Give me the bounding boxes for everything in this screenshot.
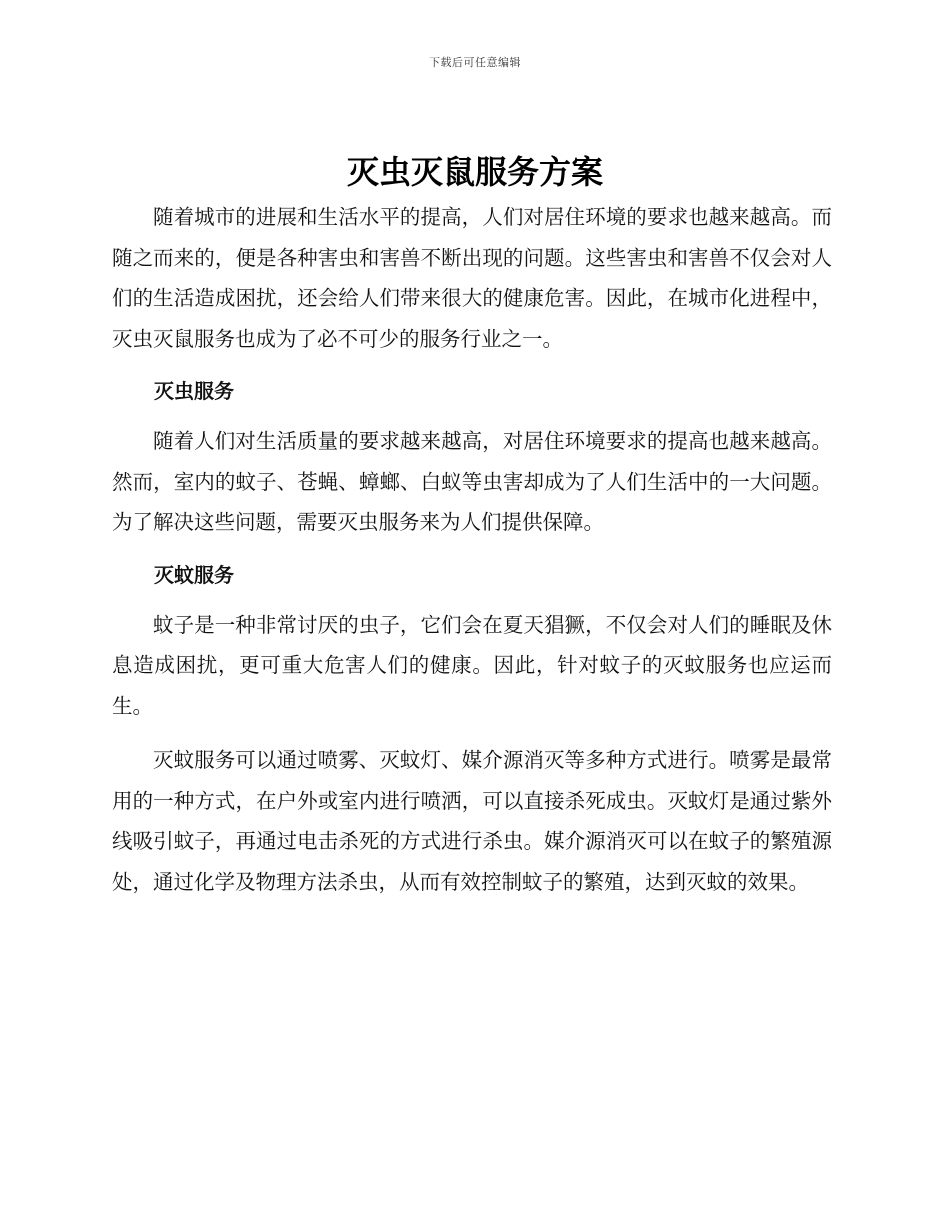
header-note: 下载后可任意编辑 <box>429 56 521 69</box>
document-title: 灭虫灭鼠服务方案 <box>346 153 603 191</box>
intro-paragraph: 随着城市的进展和生活水平的提高，人们对居住环境的要求也越来越高。而随之而来的，便是各种害虫和害兽不断出现的问题。这些害虫和害兽不仅会对人们的生活造成困扰，还会给人们带来很大的健康危害。因此，在城市化进程中，灭虫灭鼠服务也成为了必不可少的服务行业之一。 <box>112 205 832 351</box>
mosquito-control-paragraph-1: 蚊子是一种非常讨厌的虫子，它们会在夏天猖獗，不仅会对人们的睡眠及休息造成困扰，更可重大危害人们的健康。因此，针对蚊子的灭蚊服务也应运而生。 <box>112 612 832 718</box>
section-heading-mosquito-control: 灭蚊服务 <box>154 562 234 587</box>
mosquito-control-paragraph-2: 灭蚊服务可以通过喷雾、灭蚊灯、媒介源消灭等多种方式进行。喷雾是最常用的一种方式，在户外或室内进行喷洒，可以直接杀死成虫。灭蚊灯是通过紫外线吸引蚊子，再通过电击杀死的方式进行杀虫。媒介源消灭可以在蚊子的繁殖源处，通过化学及物理方法杀虫，从而有效控制蚊子的繁殖，达到灭蚊的效果。 <box>112 748 832 894</box>
pest-control-paragraph: 随着人们对生活质量的要求越来越高，对居住环境要求的提高也越来越高。然而，室内的蚊子、苍蝇、蟑螂、白蚁等虫害却成为了人们生活中的一大问题。为了解决这些问题，需要灭虫服务来为人们提供保障。 <box>112 429 832 534</box>
section-heading-pest-control: 灭虫服务 <box>154 379 234 403</box>
document-body <box>112 197 832 902</box>
